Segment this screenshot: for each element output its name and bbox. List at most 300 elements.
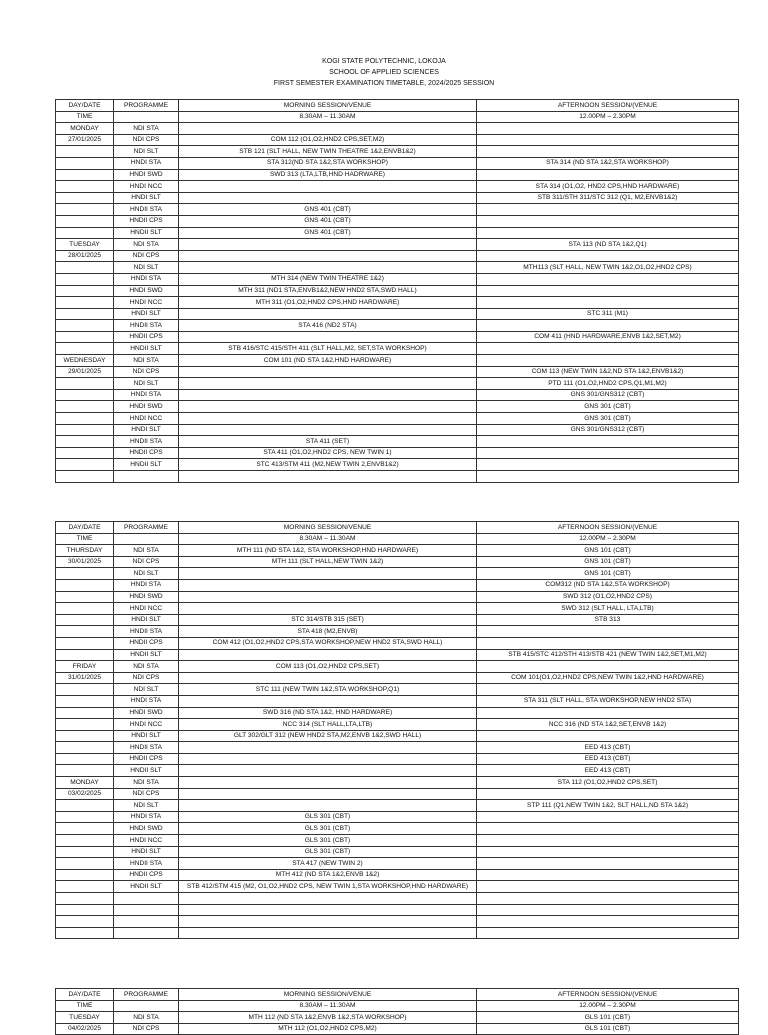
- afternoon-session-cell: STP 111 (Q1,NEW TWIN 1&2, SLT HALL,ND STA 1&2): [477, 800, 739, 812]
- morning-session-cell: [179, 378, 477, 390]
- programme-cell: HNDI NCC: [114, 835, 179, 847]
- programme-cell: NDI SLT: [114, 262, 179, 274]
- programme-cell: HNDII SLT: [114, 765, 179, 777]
- afternoon-session-cell: [477, 297, 739, 309]
- programme-cell: NDI STA: [114, 777, 179, 789]
- afternoon-session-cell: GNS 301 (CBT): [477, 413, 739, 425]
- table-row: [56, 881, 739, 893]
- day-date-cell: 30/01/2025: [56, 556, 114, 568]
- morning-session-cell: [179, 250, 477, 262]
- table-row: [56, 355, 739, 367]
- table-row: [56, 157, 739, 169]
- day-date-cell: [56, 436, 114, 448]
- day-date-cell: [56, 146, 114, 158]
- table-row: [56, 788, 739, 800]
- morning-session-cell: [179, 192, 477, 204]
- morning-session-cell: [179, 742, 477, 754]
- programme-cell: NDI SLT: [114, 800, 179, 812]
- table-row: [56, 684, 739, 696]
- day-date-cell: THURSDAY: [56, 545, 114, 557]
- table-row: [56, 273, 739, 285]
- afternoon-session-cell: [477, 626, 739, 638]
- table-row: [56, 447, 739, 459]
- day-date-cell: [56, 568, 114, 580]
- time-programme-cell: [114, 1000, 179, 1012]
- afternoon-session-cell: STB 311/STH 311/STC 312 (Q1, M2,ENVB1&2): [477, 192, 739, 204]
- table-row: [56, 401, 739, 413]
- morning-session-cell: NCC 314 (SLT HALL,LTA,LTB): [179, 719, 477, 731]
- day-date-cell: [56, 742, 114, 754]
- table-row: [56, 649, 739, 661]
- morning-session-cell: MTH 112 (ND STA 1&2,ENVB 1&2,STA WORKSHOP): [179, 1012, 477, 1024]
- morning-session-cell: STB 416/STC 415/STH 411 (SLT HALL,M2, SET,STA WORKSHOP): [179, 343, 477, 355]
- morning-session-cell: MTH 412 (ND STA 1&2,ENVB 1&2): [179, 869, 477, 881]
- programme-cell: NDI SLT: [114, 146, 179, 158]
- morning-session-cell: STC 314/STB 315 (SET): [179, 614, 477, 626]
- afternoon-session-cell: COM312 (ND STA 1&2,STA WORKSHOP): [477, 579, 739, 591]
- afternoon-time-cell: 12.00PM – 2.30PM: [477, 1000, 739, 1012]
- day-date-cell: [56, 626, 114, 638]
- morning-session-cell: GNS 401 (CBT): [179, 204, 477, 216]
- morning-session-cell: [179, 649, 477, 661]
- table-row: [56, 366, 739, 378]
- morning-session-cell: COM 113 (O1,O2,HND2 CPS,SET): [179, 661, 477, 673]
- time-label-cell: TIME: [56, 1000, 114, 1012]
- programme-cell: HNDI NCC: [114, 603, 179, 615]
- morning-session-cell: GLS 301 (CBT): [179, 835, 477, 847]
- afternoon-session-cell: [477, 893, 739, 905]
- day-date-cell: [56, 471, 114, 483]
- programme-cell: NDI CPS: [114, 366, 179, 378]
- table-row: [56, 904, 739, 916]
- day-date-cell: [56, 169, 114, 181]
- table-row: [56, 343, 739, 355]
- morning-time-cell: 8.30AM – 11.30AM: [179, 1000, 477, 1012]
- afternoon-session-cell: SWD 312 (SLT HALL, LTA,LTB): [477, 603, 739, 615]
- table-row: [56, 181, 739, 193]
- morning-session-cell: COM 412 (O1,O2,HND2 CPS,STA WORKSHOP,NEW HND2 STA,SWD HALL): [179, 637, 477, 649]
- day-date-cell: [56, 811, 114, 823]
- morning-session-cell: [179, 672, 477, 684]
- morning-session-cell: [179, 366, 477, 378]
- afternoon-session-cell: [477, 858, 739, 870]
- morning-session-cell: GLS 301 (CBT): [179, 846, 477, 858]
- programme-cell: HNDII SLT: [114, 649, 179, 661]
- programme-cell: HNDII CPS: [114, 215, 179, 227]
- programme-cell: NDI CPS: [114, 1023, 179, 1035]
- timetable-table-3: [55, 988, 739, 1035]
- programme-cell: HNDII SLT: [114, 343, 179, 355]
- institution-name: KOGI STATE POLYTECHNIC, LOKOJA: [322, 58, 446, 65]
- afternoon-session-cell: [477, 661, 739, 673]
- day-date-cell: 03/02/2025: [56, 788, 114, 800]
- table-row: [56, 661, 739, 673]
- day-date-cell: [56, 800, 114, 812]
- morning-session-cell: [179, 413, 477, 425]
- programme-cell: [114, 916, 179, 928]
- day-date-cell: [56, 637, 114, 649]
- programme-cell: HNDI SLT: [114, 192, 179, 204]
- programme-cell: HNDI SLT: [114, 424, 179, 436]
- morning-session-cell: GLS 301 (CBT): [179, 823, 477, 835]
- table-row: [56, 893, 739, 905]
- afternoon-session-cell: STA 314 (ND STA 1&2,STA WORKSHOP): [477, 157, 739, 169]
- table-row: [56, 835, 739, 847]
- morning-session-cell: [179, 568, 477, 580]
- morning-session-cell: [179, 591, 477, 603]
- morning-session-cell: STC 111 (NEW TWIN 1&2,STA WORKSHOP,Q1): [179, 684, 477, 696]
- day-date-cell: [56, 881, 114, 893]
- day-date-cell: [56, 614, 114, 626]
- programme-cell: NDI SLT: [114, 568, 179, 580]
- programme-cell: HNDI STA: [114, 273, 179, 285]
- afternoon-session-cell: GLS 101 (CBT): [477, 1023, 739, 1035]
- day-date-cell: [56, 204, 114, 216]
- programme-cell: HNDI SWD: [114, 401, 179, 413]
- morning-session-cell: MTH 311 (O1,O2,HND2 CPS,HND HARDWARE): [179, 297, 477, 309]
- day-date-cell: [56, 753, 114, 765]
- programme-cell: HNDI SLT: [114, 614, 179, 626]
- header-day-date: DAY/DATE: [56, 989, 114, 1001]
- day-date-cell: [56, 424, 114, 436]
- table-row: [56, 436, 739, 448]
- programme-cell: HNDI STA: [114, 811, 179, 823]
- timetable-title: FIRST SEMESTER EXAMINATION TIMETABLE, 2024/2025 SESSION: [273, 80, 495, 87]
- morning-session-cell: STC 413/STM 411 (M2,NEW TWIN 2,ENVB1&2): [179, 459, 477, 471]
- programme-cell: NDI CPS: [114, 788, 179, 800]
- morning-session-cell: STA 418 (M2,ENVB): [179, 626, 477, 638]
- day-date-cell: [56, 181, 114, 193]
- afternoon-session-cell: [477, 285, 739, 297]
- afternoon-session-cell: [477, 227, 739, 239]
- morning-time-cell: 8.30AM – 11.30AM: [179, 111, 477, 123]
- table-row: [56, 568, 739, 580]
- table-row: [56, 424, 739, 436]
- table-row: [56, 811, 739, 823]
- afternoon-session-cell: NCC 316 (ND STA 1&2,SET,ENVB 1&2): [477, 719, 739, 731]
- morning-session-cell: [179, 765, 477, 777]
- table-row: [56, 545, 739, 557]
- programme-cell: NDI CPS: [114, 250, 179, 262]
- programme-cell: HNDI SWD: [114, 707, 179, 719]
- programme-cell: HNDI NCC: [114, 297, 179, 309]
- header-afternoon-session: AFTERNOON SESSION/(VENUE: [477, 989, 739, 1001]
- morning-session-cell: MTH 314 (NEW TWIN THEATRE 1&2): [179, 273, 477, 285]
- afternoon-session-cell: [477, 730, 739, 742]
- morning-session-cell: MTH 111 (SLT HALL,NEW TWIN 1&2): [179, 556, 477, 568]
- table-row: [56, 169, 739, 181]
- day-date-cell: MONDAY: [56, 777, 114, 789]
- morning-session-cell: COM 112 (O1,O2,HND2 CPS,SET,M2): [179, 134, 477, 146]
- morning-session-cell: [179, 753, 477, 765]
- time-programme-cell: [114, 533, 179, 545]
- day-date-cell: [56, 603, 114, 615]
- afternoon-session-cell: [477, 169, 739, 181]
- afternoon-session-cell: [477, 215, 739, 227]
- afternoon-session-cell: [477, 250, 739, 262]
- table-row: [56, 215, 739, 227]
- programme-cell: NDI STA: [114, 239, 179, 251]
- morning-session-cell: STA 417 (NEW TWIN 2): [179, 858, 477, 870]
- programme-cell: HNDII CPS: [114, 331, 179, 343]
- afternoon-session-cell: [477, 204, 739, 216]
- programme-cell: NDI CPS: [114, 556, 179, 568]
- programme-cell: NDI CPS: [114, 134, 179, 146]
- morning-session-cell: [179, 777, 477, 789]
- afternoon-session-cell: EED 413 (CBT): [477, 753, 739, 765]
- header-row: [56, 100, 739, 112]
- afternoon-session-cell: GNS 101 (CBT): [477, 545, 739, 557]
- programme-cell: HNDI NCC: [114, 181, 179, 193]
- afternoon-session-cell: SWD 312 (O1,O2,HND2 CPS): [477, 591, 739, 603]
- morning-session-cell: MTH 311 (ND1 STA,ENVB1&2,NEW HND2 STA,SWD HALL): [179, 285, 477, 297]
- programme-cell: HNDI SLT: [114, 846, 179, 858]
- table-row: [56, 146, 739, 158]
- header-programme: PROGRAMME: [114, 522, 179, 534]
- day-date-cell: [56, 157, 114, 169]
- afternoon-session-cell: [477, 320, 739, 332]
- programme-cell: HNDII STA: [114, 436, 179, 448]
- table-row: [56, 823, 739, 835]
- table-row: [56, 1023, 739, 1035]
- programme-cell: HNDII STA: [114, 204, 179, 216]
- table-row: [56, 603, 739, 615]
- programme-cell: [114, 893, 179, 905]
- afternoon-session-cell: [477, 273, 739, 285]
- header-row: [56, 522, 739, 534]
- day-date-cell: 04/02/2025: [56, 1023, 114, 1035]
- day-date-cell: [56, 579, 114, 591]
- afternoon-session-cell: [477, 447, 739, 459]
- programme-cell: HNDI STA: [114, 695, 179, 707]
- morning-session-cell: [179, 424, 477, 436]
- morning-session-cell: MTH 112 (O1,O2,HND2 CPS,M2): [179, 1023, 477, 1035]
- table-row: [56, 471, 739, 483]
- afternoon-session-cell: COM 113 (NEW TWIN 1&2,ND STA 1&2,ENVB1&2): [477, 366, 739, 378]
- day-date-cell: [56, 401, 114, 413]
- table-row: [56, 765, 739, 777]
- day-date-cell: [56, 285, 114, 297]
- day-date-cell: [56, 893, 114, 905]
- table-row: [56, 556, 739, 568]
- morning-session-cell: [179, 603, 477, 615]
- day-date-cell: MONDAY: [56, 123, 114, 135]
- day-date-cell: [56, 308, 114, 320]
- morning-session-cell: [179, 579, 477, 591]
- time-label-cell: TIME: [56, 111, 114, 123]
- day-date-cell: [56, 765, 114, 777]
- programme-cell: HNDII SLT: [114, 881, 179, 893]
- table-row: [56, 869, 739, 881]
- table-row: [56, 389, 739, 401]
- header-row: [56, 989, 739, 1001]
- morning-session-cell: GNS 401 (CBT): [179, 227, 477, 239]
- day-date-cell: TUESDAY: [56, 1012, 114, 1024]
- table-row: [56, 858, 739, 870]
- table-row: [56, 262, 739, 274]
- day-date-cell: [56, 262, 114, 274]
- afternoon-session-cell: [477, 927, 739, 939]
- morning-session-cell: [179, 893, 477, 905]
- day-date-cell: [56, 331, 114, 343]
- morning-session-cell: [179, 471, 477, 483]
- day-date-cell: [56, 695, 114, 707]
- afternoon-session-cell: STA 314 (O1,O2, HND2 CPS,HND HARDWARE): [477, 181, 739, 193]
- afternoon-session-cell: [477, 146, 739, 158]
- day-date-cell: [56, 215, 114, 227]
- afternoon-time-cell: 12.00PM – 2.30PM: [477, 533, 739, 545]
- afternoon-session-cell: STA 112 (O1,O2,HND2 CPS,SET): [477, 777, 739, 789]
- header-programme: PROGRAMME: [114, 100, 179, 112]
- programme-cell: [114, 927, 179, 939]
- table-row: [56, 579, 739, 591]
- morning-session-cell: [179, 904, 477, 916]
- morning-session-cell: GLS 301 (CBT): [179, 811, 477, 823]
- header-morning-session: MORNING SESSION/VENUE: [179, 522, 477, 534]
- afternoon-session-cell: GNS 101 (CBT): [477, 556, 739, 568]
- school-name: SCHOOL OF APPLIED SCIENCES: [329, 69, 439, 76]
- day-date-cell: [56, 858, 114, 870]
- day-date-cell: [56, 846, 114, 858]
- programme-cell: [114, 904, 179, 916]
- table-row: [56, 250, 739, 262]
- table-row: [56, 800, 739, 812]
- header-programme: PROGRAMME: [114, 989, 179, 1001]
- day-date-cell: [56, 904, 114, 916]
- programme-cell: HNDII STA: [114, 858, 179, 870]
- day-date-cell: [56, 869, 114, 881]
- day-date-cell: [56, 927, 114, 939]
- afternoon-session-cell: EED 413 (CBT): [477, 765, 739, 777]
- day-date-cell: [56, 320, 114, 332]
- morning-session-cell: [179, 262, 477, 274]
- day-date-cell: [56, 389, 114, 401]
- day-date-cell: WEDNESDAY: [56, 355, 114, 367]
- afternoon-session-cell: GNS 301/GNS312 (CBT): [477, 389, 739, 401]
- table-row: [56, 204, 739, 216]
- afternoon-session-cell: GNS 301 (CBT): [477, 401, 739, 413]
- afternoon-session-cell: [477, 355, 739, 367]
- time-label-cell: TIME: [56, 533, 114, 545]
- afternoon-session-cell: COM 101(O1,O2,HND2 CPS,NEW TWIN 1&2,HND HARDWARE): [477, 672, 739, 684]
- afternoon-session-cell: [477, 846, 739, 858]
- afternoon-session-cell: STA 113 (ND STA 1&2,Q1): [477, 239, 739, 251]
- table-row: [56, 742, 739, 754]
- afternoon-session-cell: STB 415/STC 412/STH 413/STB 421 (NEW TWIN 1&2,SET,M1,M2): [477, 649, 739, 661]
- morning-session-cell: STA 312(ND STA 1&2,STA WORKSHOP): [179, 157, 477, 169]
- table-row: [56, 1012, 739, 1024]
- morning-session-cell: [179, 401, 477, 413]
- day-date-cell: [56, 823, 114, 835]
- programme-cell: NDI CPS: [114, 672, 179, 684]
- afternoon-session-cell: [477, 471, 739, 483]
- programme-cell: HNDII CPS: [114, 447, 179, 459]
- afternoon-session-cell: [477, 881, 739, 893]
- header-morning-session: MORNING SESSION/VENUE: [179, 989, 477, 1001]
- table-row: [56, 626, 739, 638]
- programme-cell: HNDII CPS: [114, 637, 179, 649]
- programme-cell: HNDII STA: [114, 626, 179, 638]
- day-date-cell: [56, 916, 114, 928]
- day-date-cell: 27/01/2025: [56, 134, 114, 146]
- table-row: [56, 695, 739, 707]
- programme-cell: HNDII CPS: [114, 753, 179, 765]
- table-row: [56, 378, 739, 390]
- table-row: [56, 413, 739, 425]
- afternoon-session-cell: [477, 916, 739, 928]
- programme-cell: NDI STA: [114, 661, 179, 673]
- afternoon-session-cell: [477, 869, 739, 881]
- time-row: [56, 1000, 739, 1012]
- table-row: [56, 227, 739, 239]
- afternoon-session-cell: COM 411 (HND HARDWARE,ENVB 1&2,SET,M2): [477, 331, 739, 343]
- day-date-cell: [56, 707, 114, 719]
- programme-cell: HNDII CPS: [114, 869, 179, 881]
- afternoon-time-cell: 12.00PM – 2.30PM: [477, 111, 739, 123]
- day-date-cell: [56, 591, 114, 603]
- day-date-cell: [56, 192, 114, 204]
- morning-session-cell: SWD 313 (LTA,LTB,HND HADRWARE): [179, 169, 477, 181]
- afternoon-session-cell: [477, 637, 739, 649]
- afternoon-session-cell: STB 313: [477, 614, 739, 626]
- afternoon-session-cell: [477, 707, 739, 719]
- time-programme-cell: [114, 111, 179, 123]
- morning-session-cell: [179, 927, 477, 939]
- morning-session-cell: [179, 916, 477, 928]
- programme-cell: HNDI STA: [114, 389, 179, 401]
- afternoon-session-cell: GNS 101 (CBT): [477, 568, 739, 580]
- day-date-cell: [56, 413, 114, 425]
- programme-cell: NDI STA: [114, 545, 179, 557]
- day-date-cell: FRIDAY: [56, 661, 114, 673]
- afternoon-session-cell: [477, 343, 739, 355]
- morning-session-cell: MTH 111 (ND STA 1&2, STA WORKSHOP,HND HARDWARE): [179, 545, 477, 557]
- programme-cell: HNDI NCC: [114, 719, 179, 731]
- morning-session-cell: COM 101 (ND STA 1&2,HND HARDWARE): [179, 355, 477, 367]
- programme-cell: HNDI SLT: [114, 730, 179, 742]
- day-date-cell: [56, 719, 114, 731]
- morning-session-cell: SWD 316 (ND STA 1&2, HND HARDWARE): [179, 707, 477, 719]
- morning-session-cell: [179, 239, 477, 251]
- table-row: [56, 134, 739, 146]
- day-date-cell: [56, 835, 114, 847]
- day-date-cell: [56, 378, 114, 390]
- afternoon-session-cell: [477, 436, 739, 448]
- programme-cell: HNDII SLT: [114, 459, 179, 471]
- day-date-cell: [56, 297, 114, 309]
- table-row: [56, 730, 739, 742]
- day-date-cell: 31/01/2025: [56, 672, 114, 684]
- day-date-cell: [56, 684, 114, 696]
- afternoon-session-cell: [477, 823, 739, 835]
- morning-session-cell: STA 411 (O1,O2,HND2 CPS, NEW TWIN 1): [179, 447, 477, 459]
- table-row: [56, 285, 739, 297]
- table-row: [56, 320, 739, 332]
- header-day-date: DAY/DATE: [56, 522, 114, 534]
- morning-session-cell: GLT 302/GLT 312 (NEW HND2 STA,M2,ENVB 1&2,SWD HALL): [179, 730, 477, 742]
- morning-session-cell: [179, 389, 477, 401]
- table-row: [56, 331, 739, 343]
- document-header: [0, 56, 768, 89]
- afternoon-session-cell: GLS 101 (CBT): [477, 1012, 739, 1024]
- afternoon-session-cell: GNS 301/GNS312 (CBT): [477, 424, 739, 436]
- programme-cell: HNDI STA: [114, 157, 179, 169]
- header-afternoon-session: AFTERNOON SESSION/(VENUE: [477, 522, 739, 534]
- day-date-cell: 28/01/2025: [56, 250, 114, 262]
- morning-session-cell: STB 412/STM 415 (M2, O1,O2,HND2 CPS, NEW TWIN 1,STA WORKSHOP,HND HARDWARE): [179, 881, 477, 893]
- afternoon-session-cell: [477, 811, 739, 823]
- programme-cell: HNDI SWD: [114, 591, 179, 603]
